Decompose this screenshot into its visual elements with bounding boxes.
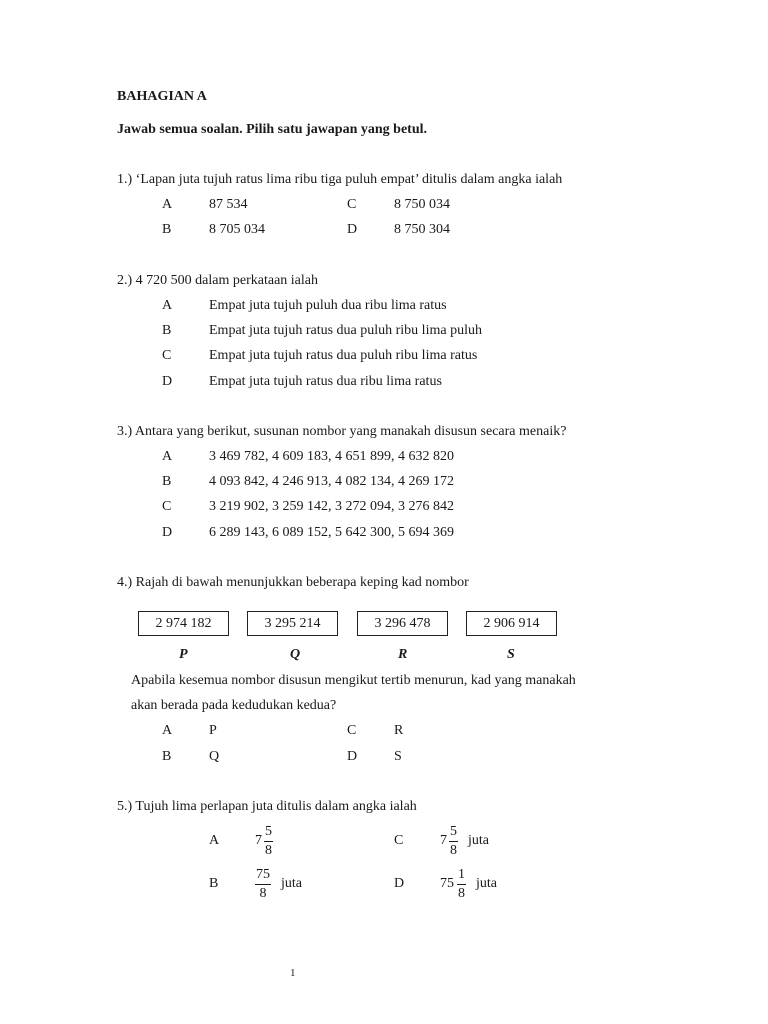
q4-option-c-letter: C — [347, 723, 357, 738]
q4-option-a-letter: A — [162, 723, 173, 738]
card-label-r: R — [398, 647, 408, 662]
q5-option-b-fraction — [255, 868, 271, 901]
q5-question: 5.) Tujuh lima perlapan juta ditulis dalam angka ialah — [117, 799, 417, 814]
q4-option-a-text: P — [209, 723, 217, 738]
q5-option-c-letter: C — [394, 833, 404, 848]
q4-prompt-line2: akan berada pada kedudukan kedua? — [131, 698, 337, 713]
q2-option-b-letter: B — [162, 323, 172, 338]
q1-option-c-letter: C — [347, 197, 357, 212]
q2-option-d-text: Empat juta tujuh ratus dua ribu lima ratus — [209, 374, 442, 389]
q5-option-d-letter: D — [394, 876, 405, 891]
q1-option-b-letter: B — [162, 222, 172, 237]
q5-option-d-whole: 75 — [440, 876, 454, 891]
q5-option-b-letter: B — [209, 876, 219, 891]
q5-option-a-numerator: 5 — [264, 825, 273, 842]
q5-option-c-numerator: 5 — [449, 825, 458, 842]
q2-option-c-text: Empat juta tujuh ratus dua puluh ribu lima ratus — [209, 348, 478, 363]
q5-option-c-unit: juta — [468, 833, 489, 848]
q3-option-b-text: 4 093 842, 4 246 913, 4 082 134, 4 269 172 — [209, 474, 454, 489]
number-card-s: 2 906 914 — [466, 611, 557, 636]
q5-option-c-fraction — [449, 825, 458, 858]
q3-option-d-text: 6 289 143, 6 089 152, 5 642 300, 5 694 369 — [209, 525, 454, 540]
section-title: BAHAGIAN A — [117, 89, 207, 104]
q3-option-c-letter: C — [162, 499, 172, 514]
q2-option-c-letter: C — [162, 348, 172, 363]
q3-option-a-letter: A — [162, 449, 173, 464]
q5-option-d-numerator: 1 — [457, 868, 466, 885]
instruction: Jawab semua soalan. Pilih satu jawapan yang betul. — [117, 122, 428, 137]
number-card-q: 3 295 214 — [247, 611, 338, 636]
q2-option-a-text: Empat juta tujuh puluh dua ribu lima ratus — [209, 298, 447, 313]
q3-option-a-text: 3 469 782, 4 609 183, 4 651 899, 4 632 820 — [209, 449, 454, 464]
q1-option-a-letter: A — [162, 197, 173, 212]
q2-question: 2.) 4 720 500 dalam perkataan ialah — [117, 273, 318, 288]
q5-option-b-unit: juta — [281, 876, 302, 891]
q1-option-b-text: 8 705 034 — [209, 222, 265, 237]
page-number: 1 — [290, 967, 296, 979]
card-label-q: Q — [290, 647, 301, 662]
q2-option-b-text: Empat juta tujuh ratus dua puluh ribu lima puluh — [209, 323, 482, 338]
q3-option-d-letter: D — [162, 525, 173, 540]
q2-option-a-letter: A — [162, 298, 173, 313]
q4-option-b-text: Q — [209, 749, 220, 764]
q5-option-a-fraction — [264, 825, 273, 858]
q5-option-a-whole: 7 — [255, 833, 262, 848]
q5-option-c-denominator: 8 — [450, 843, 457, 858]
q5-option-d-denominator: 8 — [458, 886, 465, 901]
q1-option-d-letter: D — [347, 222, 358, 237]
card-label-p: P — [179, 647, 188, 662]
q5-option-b-numerator: 75 — [255, 868, 271, 885]
q4-option-d-letter: D — [347, 749, 358, 764]
card-label-s: S — [507, 647, 515, 662]
q1-option-a-text: 87 534 — [209, 197, 248, 212]
q4-option-d-text: S — [394, 749, 402, 764]
q1-question: 1.) ‘Lapan juta tujuh ratus lima ribu tiga puluh empat’ ditulis dalam angka ialah — [117, 172, 563, 187]
q4-question: 4.) Rajah di bawah menunjukkan beberapa keping kad nombor — [117, 575, 469, 590]
q5-option-b-denominator: 8 — [259, 886, 267, 901]
q1-option-c-text: 8 750 034 — [394, 197, 450, 212]
q3-option-c-text: 3 219 902, 3 259 142, 3 272 094, 3 276 842 — [209, 499, 454, 514]
number-card-r: 3 296 478 — [357, 611, 448, 636]
q2-option-d-letter: D — [162, 374, 173, 389]
q5-option-c-whole: 7 — [440, 833, 447, 848]
number-card-p: 2 974 182 — [138, 611, 229, 636]
q5-option-a-letter: A — [209, 833, 220, 848]
q1-option-d-text: 8 750 304 — [394, 222, 450, 237]
q3-question: 3.) Antara yang berikut, susunan nombor yang manakah disusun secara menaik? — [117, 424, 567, 439]
q5-option-a-denominator: 8 — [265, 843, 272, 858]
q4-option-b-letter: B — [162, 749, 172, 764]
q5-option-d-unit: juta — [476, 876, 497, 891]
q4-prompt-line1: Apabila kesemua nombor disusun mengikut tertib menurun, kad yang manakah — [131, 673, 576, 688]
q3-option-b-letter: B — [162, 474, 172, 489]
q4-option-c-text: R — [394, 723, 404, 738]
q5-option-d-fraction — [457, 868, 466, 901]
